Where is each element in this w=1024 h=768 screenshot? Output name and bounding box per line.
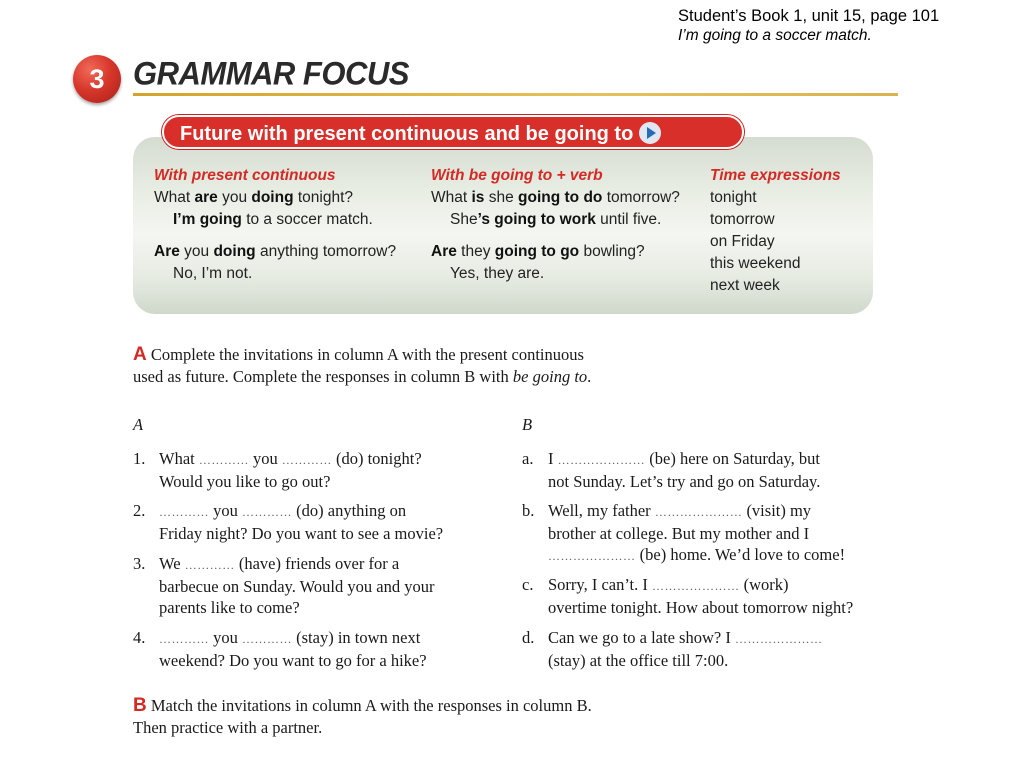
invitation-item-3: 3. We ………… (have) friends over for a barbecue on Sunday. Would you and your parents like to come? (133, 554, 435, 617)
time-expression-item: tomorrow (710, 211, 775, 228)
column-heading: With present continuous (154, 167, 336, 184)
play-audio-icon[interactable] (639, 122, 661, 144)
exercise-b-instructions: B Match the invitations in column A with the responses in column B. Then practice with a partner. (133, 695, 592, 737)
example-question-1: What is she going to do tomorrow? (431, 189, 680, 206)
section-title: GRAMMAR FOCUS (133, 55, 409, 92)
response-item-a: a. I ………………… (be) here on Saturday, but not Sunday. Let’s try and go on Saturday. (522, 449, 821, 491)
example-answer-1: I’m going to a soccer match. (173, 211, 373, 228)
grammar-column-time-expressions (710, 165, 870, 297)
column-heading: With be going to + verb (431, 167, 603, 184)
example-question-2: Are they going to go bowling? (431, 243, 645, 260)
invitation-item-1: 1. What ………… you ………… (do) tonight? Would you like to go out? (133, 449, 422, 491)
time-expression-item: on Friday (710, 233, 775, 250)
example-question-2: Are you doing anything tomorrow? (154, 243, 397, 260)
time-expression-item: this weekend (710, 255, 801, 272)
invitation-item-2: 2. ………… you ………… (do) anything on Friday night? Do you want to see a movie? (133, 501, 444, 543)
response-item-c: c. Sorry, I can’t. I ………………… (work) overtime tonight. How about tomorrow night? (522, 575, 854, 617)
exercise-a-letter: A (133, 344, 147, 365)
grammar-column-present-continuous (154, 165, 429, 285)
example-question-1: What are you doing tonight? (154, 189, 354, 206)
grammar-banner (162, 115, 744, 149)
banner-text: Future with present continuous and be going to (180, 123, 634, 145)
exercise-a-instructions: A Complete the invitations in column A with the present continuous used as future. Complete the responses in column B with be going to. (133, 344, 592, 386)
title-divider (133, 93, 898, 96)
example-answer-2: No, I’m not. (173, 265, 253, 282)
reference-line-2: I’m going to a soccer match. (678, 27, 872, 44)
response-item-b: b. Well, my father ………………… (visit) my brother at college. But my mother and I ………………… (be) home. We’d love to come! (522, 501, 846, 564)
time-expression-item: tonight (710, 189, 757, 206)
column-heading: Time expressions (710, 167, 841, 184)
reference-line-1: Student’s Book 1, unit 15, page 101 (678, 7, 940, 25)
section-number-badge: 3 (73, 55, 121, 103)
slide-reference (678, 6, 1008, 46)
grammar-column-be-going-to (431, 165, 706, 285)
example-answer-2: Yes, they are. (450, 265, 545, 282)
response-item-d: d. Can we go to a late show? I ………………… (stay) at the office till 7:00. (522, 628, 823, 670)
column-b-label: B (522, 415, 533, 434)
invitation-item-4: 4. ………… you ………… (stay) in town next weekend? Do you want to go for a hike? (133, 628, 427, 670)
exercise-b-letter: B (133, 695, 147, 716)
example-answer-1: She’s going to work until five. (450, 211, 662, 228)
time-expression-item: next week (710, 277, 780, 294)
column-a-label: A (133, 415, 144, 434)
